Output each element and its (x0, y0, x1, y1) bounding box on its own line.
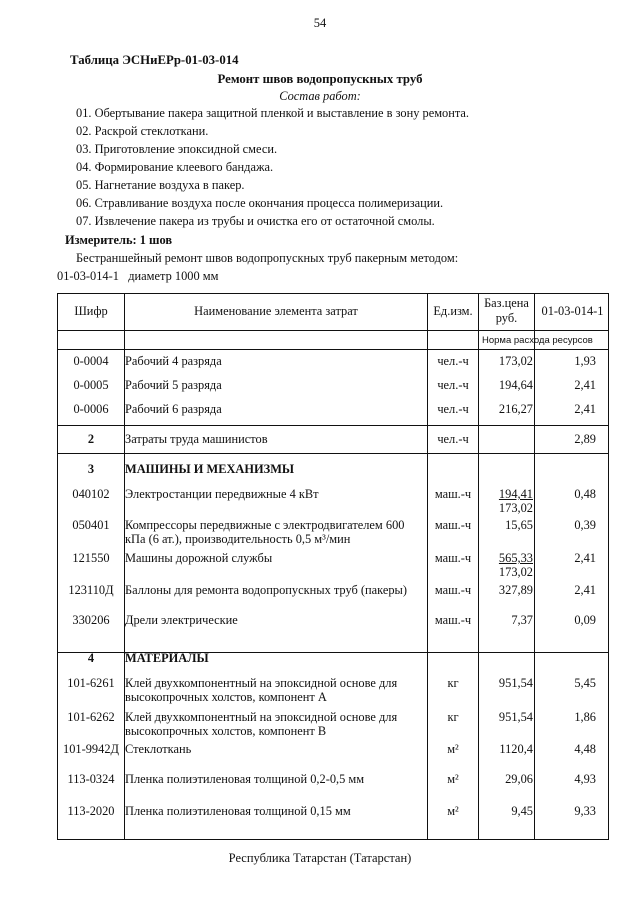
row-name: Клей двухкомпонентный на эпоксидной основе для (125, 676, 398, 690)
row-norm: 2,41 (574, 402, 596, 416)
row-name: Электростанции передвижные 4 кВт (125, 487, 319, 501)
row-name: Рабочий 6 разряда (125, 402, 222, 416)
row-unit: м² (447, 742, 459, 756)
row-code: 123110Д (68, 583, 114, 597)
row-code: 0-0006 (73, 402, 109, 416)
row-name-cont: высокопрочных холстов, компонент А (125, 690, 327, 704)
row-unit: маш.-ч (434, 518, 472, 532)
row-unit: кг (447, 676, 459, 690)
row-price: 194,41 (498, 487, 533, 501)
row-norm: 2,41 (574, 551, 596, 565)
row-norm: 4,48 (574, 742, 596, 756)
row-unit: чел.-ч (437, 378, 469, 392)
row-code: 0-0005 (73, 378, 109, 392)
row-code: 101-6261 (67, 676, 115, 690)
row-norm: 4,93 (574, 772, 596, 786)
row-norm: 0,39 (574, 518, 596, 532)
row-code: 113-0324 (67, 772, 115, 786)
row-code: 101-9942Д (63, 742, 119, 756)
row-code: 121550 (72, 551, 110, 565)
row-name: Пленка полиэтиленовая толщиной 0,2-0,5 мм (125, 772, 365, 786)
subheading: Состав работ: (279, 89, 361, 103)
row-norm: 0,09 (574, 613, 596, 627)
row-code: 101-6262 (67, 710, 115, 724)
row-price: 7,37 (511, 613, 533, 627)
row-name: Рабочий 5 разряда (125, 378, 222, 392)
row-norm: 2,41 (574, 583, 596, 597)
measure: Измеритель: 1 шов (65, 233, 173, 247)
row-code: 113-2020 (67, 804, 115, 818)
row-name: Пленка полиэтиленовая толщиной 0,15 мм (125, 804, 351, 818)
row-name: Баллоны для ремонта водопропускных труб (пакеры) (125, 583, 408, 597)
row-unit: маш.-ч (434, 487, 472, 501)
row-price: 216,27 (498, 402, 533, 416)
row-norm: 0,48 (574, 487, 596, 501)
row-price: 565,33 (498, 551, 533, 565)
row-unit: маш.-ч (434, 551, 472, 565)
row-unit: чел.-ч (437, 354, 469, 368)
row-price: 15,65 (505, 518, 533, 532)
step-item: 07. Извлечение пакера из трубы и очистка его от остаточной смолы. (76, 214, 435, 228)
row-name-cont: кПа (6 ат.), производительность 0,5 м³/мин (125, 532, 351, 546)
row-unit: чел.-ч (437, 432, 469, 446)
row-name: Компрессоры передвижные с электродвигателем 600 (125, 518, 405, 532)
row-code: 040102 (72, 487, 110, 501)
description: Бестраншейный ремонт швов водопропускных труб пакерным методом: (76, 251, 459, 265)
row-price: 194,64 (498, 378, 533, 392)
footer: Республика Татарстан (Татарстан) (228, 851, 412, 865)
step-item: 06. Стравливание воздуха после окончания процесса полимеризации. (76, 196, 444, 210)
step-item: 02. Раскрой стеклоткани. (76, 124, 209, 138)
row-unit: м² (447, 772, 459, 786)
row-price: 1120,4 (499, 742, 533, 756)
row-code: 0-0004 (73, 354, 109, 368)
row-norm: 2,41 (574, 378, 596, 392)
col-header-norm: 01-03-014-1 (541, 304, 604, 318)
row-price: 951,54 (498, 710, 533, 724)
row-name: Стеклоткань (125, 742, 192, 756)
col-header-price: Баз.цена (484, 296, 529, 310)
col-header-price-unit: руб. (495, 311, 518, 325)
item-line: 01-03-014-1 диаметр 1000 мм (57, 269, 219, 283)
row-norm: 5,45 (574, 676, 596, 690)
norms-table (57, 293, 609, 840)
row-price: 327,89 (498, 583, 533, 597)
row-norm: 9,33 (574, 804, 596, 818)
row-code: 050401 (72, 518, 110, 532)
step-item: 05. Нагнетание воздуха в пакер. (76, 178, 245, 192)
row-norm: 1,86 (574, 710, 596, 724)
row-price: 9,45 (511, 804, 533, 818)
row-norm: 1,93 (574, 354, 596, 368)
row-name: Затраты труда машинистов (125, 432, 268, 446)
row-code: 2 (87, 432, 95, 446)
row-unit: кг (447, 710, 459, 724)
row-price-secondary: 173,02 (498, 501, 533, 515)
row-name: Клей двухкомпонентный на эпоксидной основе для (125, 710, 398, 724)
row-unit: чел.-ч (437, 402, 469, 416)
row-name: Дрели электрические (125, 613, 238, 627)
col-header-code: Шифр (74, 304, 108, 318)
step-item: 01. Обертывание пакера защитной пленкой и выставление в зону ремонта. (76, 106, 470, 120)
row-name-cont: высокопрочных холстов, компонент В (125, 724, 327, 738)
section-title: МАТЕРИАЛЫ (125, 651, 209, 665)
row-norm: 2,89 (574, 432, 596, 446)
row-price: 173,02 (498, 354, 533, 368)
col-header-name: Наименование элемента затрат (194, 304, 358, 318)
row-price: 951,54 (498, 676, 533, 690)
section-title: МАШИНЫ И МЕХАНИЗМЫ (125, 462, 295, 476)
row-price-secondary: 173,02 (498, 565, 533, 579)
section-code: 3 (87, 462, 95, 476)
row-price: 29,06 (505, 772, 533, 786)
step-item: 04. Формирование клеевого бандажа. (76, 160, 274, 174)
row-unit: маш.-ч (434, 613, 472, 627)
step-item: 03. Приготовление эпоксидной смеси. (76, 142, 278, 156)
row-name: Рабочий 4 разряда (125, 354, 222, 368)
section-code: 4 (87, 651, 95, 665)
heading: Ремонт швов водопропускных труб (217, 72, 423, 86)
page-number: 54 (313, 16, 327, 30)
col-header-unit: Ед.изм. (433, 304, 473, 318)
table-title: Таблица ЭСНиЕРр-01-03-014 (70, 53, 239, 67)
norm-subheader: Норма расхода ресурсов (482, 335, 593, 346)
row-code: 330206 (72, 613, 110, 627)
row-name: Машины дорожной службы (125, 551, 273, 565)
row-unit: м² (447, 804, 459, 818)
row-unit: маш.-ч (434, 583, 472, 597)
